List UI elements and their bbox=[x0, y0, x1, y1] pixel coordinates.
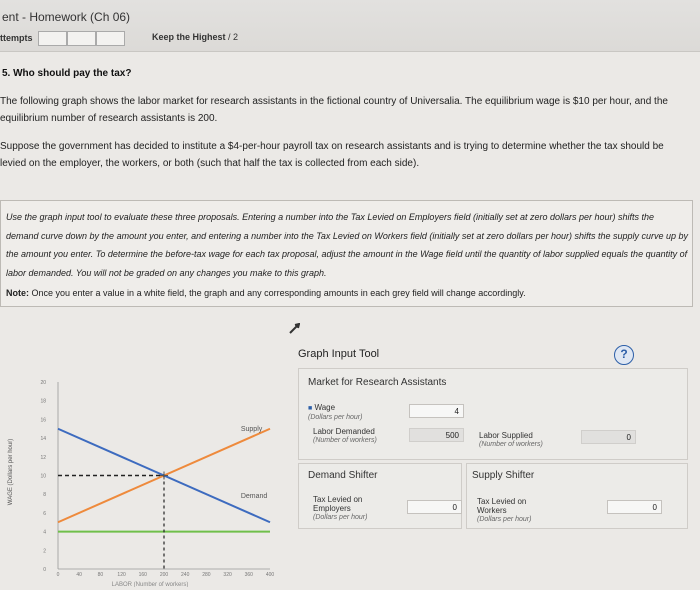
x-tick-label: 40 bbox=[76, 572, 82, 578]
graph-input-tool-title: Graph Input Tool bbox=[298, 348, 380, 360]
tax-employers-label: Tax Levied on Employers (Dollars per hour) bbox=[313, 495, 368, 521]
x-tick-label: 200 bbox=[159, 572, 169, 578]
x-tick-label: 120 bbox=[117, 572, 126, 578]
y-tick-label: 2 bbox=[43, 548, 46, 555]
attempt-box-2 bbox=[67, 31, 96, 46]
x-tick-label: 80 bbox=[97, 572, 104, 578]
y-tick-label: 20 bbox=[40, 380, 46, 386]
attempt-box-1 bbox=[38, 31, 67, 46]
x-tick-label: 160 bbox=[138, 572, 147, 578]
header-bar bbox=[0, 0, 700, 52]
tax-workers-label: Tax Levied on Workers (Dollars per hour) bbox=[477, 497, 532, 523]
question-paragraph-1: The following graph shows the labor market for research assistants in the fictional country of Universalia. The equilibrium wage is $10 per hour, and the equilibrium number of research assistants is 200. bbox=[0, 96, 668, 124]
keep-highest-label: Keep the Highest / 2 bbox=[152, 32, 239, 42]
y-tick-label: 4 bbox=[43, 529, 46, 536]
labor-supplied-value: 0 bbox=[581, 430, 636, 444]
y-tick-label: 10 bbox=[40, 473, 46, 480]
question-paragraph-2: Suppose the government has decided to institute a $4-per-hour payroll tax on research assistants and is trying to determine whether the tax should be levied on the employer, the workers, or both (such that half the tax is collected from each side). bbox=[0, 141, 664, 169]
labor-supplied-label: Labor Supplied (Number of workers) bbox=[479, 431, 543, 448]
labor-demanded-label: Labor Demanded (Number of workers) bbox=[313, 427, 377, 444]
x-tick-label: 400 bbox=[265, 572, 275, 578]
app-title: ent - Homework (Ch 06) bbox=[2, 10, 131, 24]
y-tick-label: 18 bbox=[40, 398, 46, 405]
labor-demanded-value: 500 bbox=[409, 428, 464, 442]
y-axis-label: WAGE (Dollars per hour) bbox=[8, 438, 14, 506]
cursor-icon bbox=[289, 323, 300, 334]
x-tick-label: 240 bbox=[181, 572, 190, 578]
tax-employers-input[interactable]: 0 bbox=[407, 500, 462, 514]
instructions-box bbox=[0, 200, 693, 307]
supply-shifter-title: Supply Shifter bbox=[472, 470, 535, 481]
demand-label: Demand bbox=[240, 492, 268, 500]
supply-shifter-panel bbox=[466, 463, 688, 529]
demand-shifter-title: Demand Shifter bbox=[308, 470, 378, 481]
wage-field-label: ■ Wage (Dollars per hour) bbox=[308, 403, 363, 421]
labor-market-chart[interactable] bbox=[0, 372, 280, 587]
y-tick-label: 12 bbox=[40, 454, 46, 461]
question-title: 5. Who should pay the tax? bbox=[2, 68, 132, 79]
x-tick-label: 280 bbox=[202, 572, 211, 578]
note-body: Once you enter a value in a white field, the graph and any corresponding amounts in each grey field will change accordingly. bbox=[29, 288, 526, 298]
supply-label: Supply bbox=[240, 425, 263, 433]
market-panel-title: Market for Research Assistants bbox=[308, 377, 447, 388]
x-tick-label: 360 bbox=[244, 572, 253, 578]
x-tick-label: 320 bbox=[223, 572, 232, 578]
x-tick-label: 0 bbox=[56, 572, 60, 578]
attempts-label: ttempts bbox=[0, 33, 33, 43]
tax-workers-input[interactable]: 0 bbox=[607, 500, 662, 514]
note-text bbox=[6, 288, 689, 298]
attempt-box-3 bbox=[96, 31, 125, 46]
market-panel bbox=[298, 368, 688, 460]
y-tick-label: 14 bbox=[40, 436, 46, 443]
instructions-text: Use the graph input tool to evaluate these three proposals. Entering a number into the Tax Levied on Employers field (initially set at zero dollars per hour) shifts the demand curve down by the amount you enter, and entering a number into the Tax Levied on Workers field (initially set at zero dollars per hour) shifts the supply curve up by the amount you enter. To determine the before-tax wage for each tax proposal, adjust the amount in the Wage field until the quantity of labor supplied equals the quantity of labor demanded. You will not be graded on any changes you make to this graph. bbox=[6, 212, 689, 278]
y-tick-label: 16 bbox=[40, 417, 46, 424]
demand-shifter-panel bbox=[298, 463, 462, 529]
help-button[interactable]: ? bbox=[614, 345, 634, 365]
y-tick-label: 6 bbox=[43, 510, 46, 517]
x-axis-label: LABOR (Number of workers) bbox=[111, 582, 189, 587]
wage-legend-icon: ■ bbox=[308, 405, 313, 412]
wage-input[interactable]: 4 bbox=[409, 404, 464, 418]
y-tick-label: 8 bbox=[43, 492, 46, 499]
y-tick-label: 0 bbox=[43, 567, 46, 573]
note-label: Note: bbox=[6, 288, 29, 298]
